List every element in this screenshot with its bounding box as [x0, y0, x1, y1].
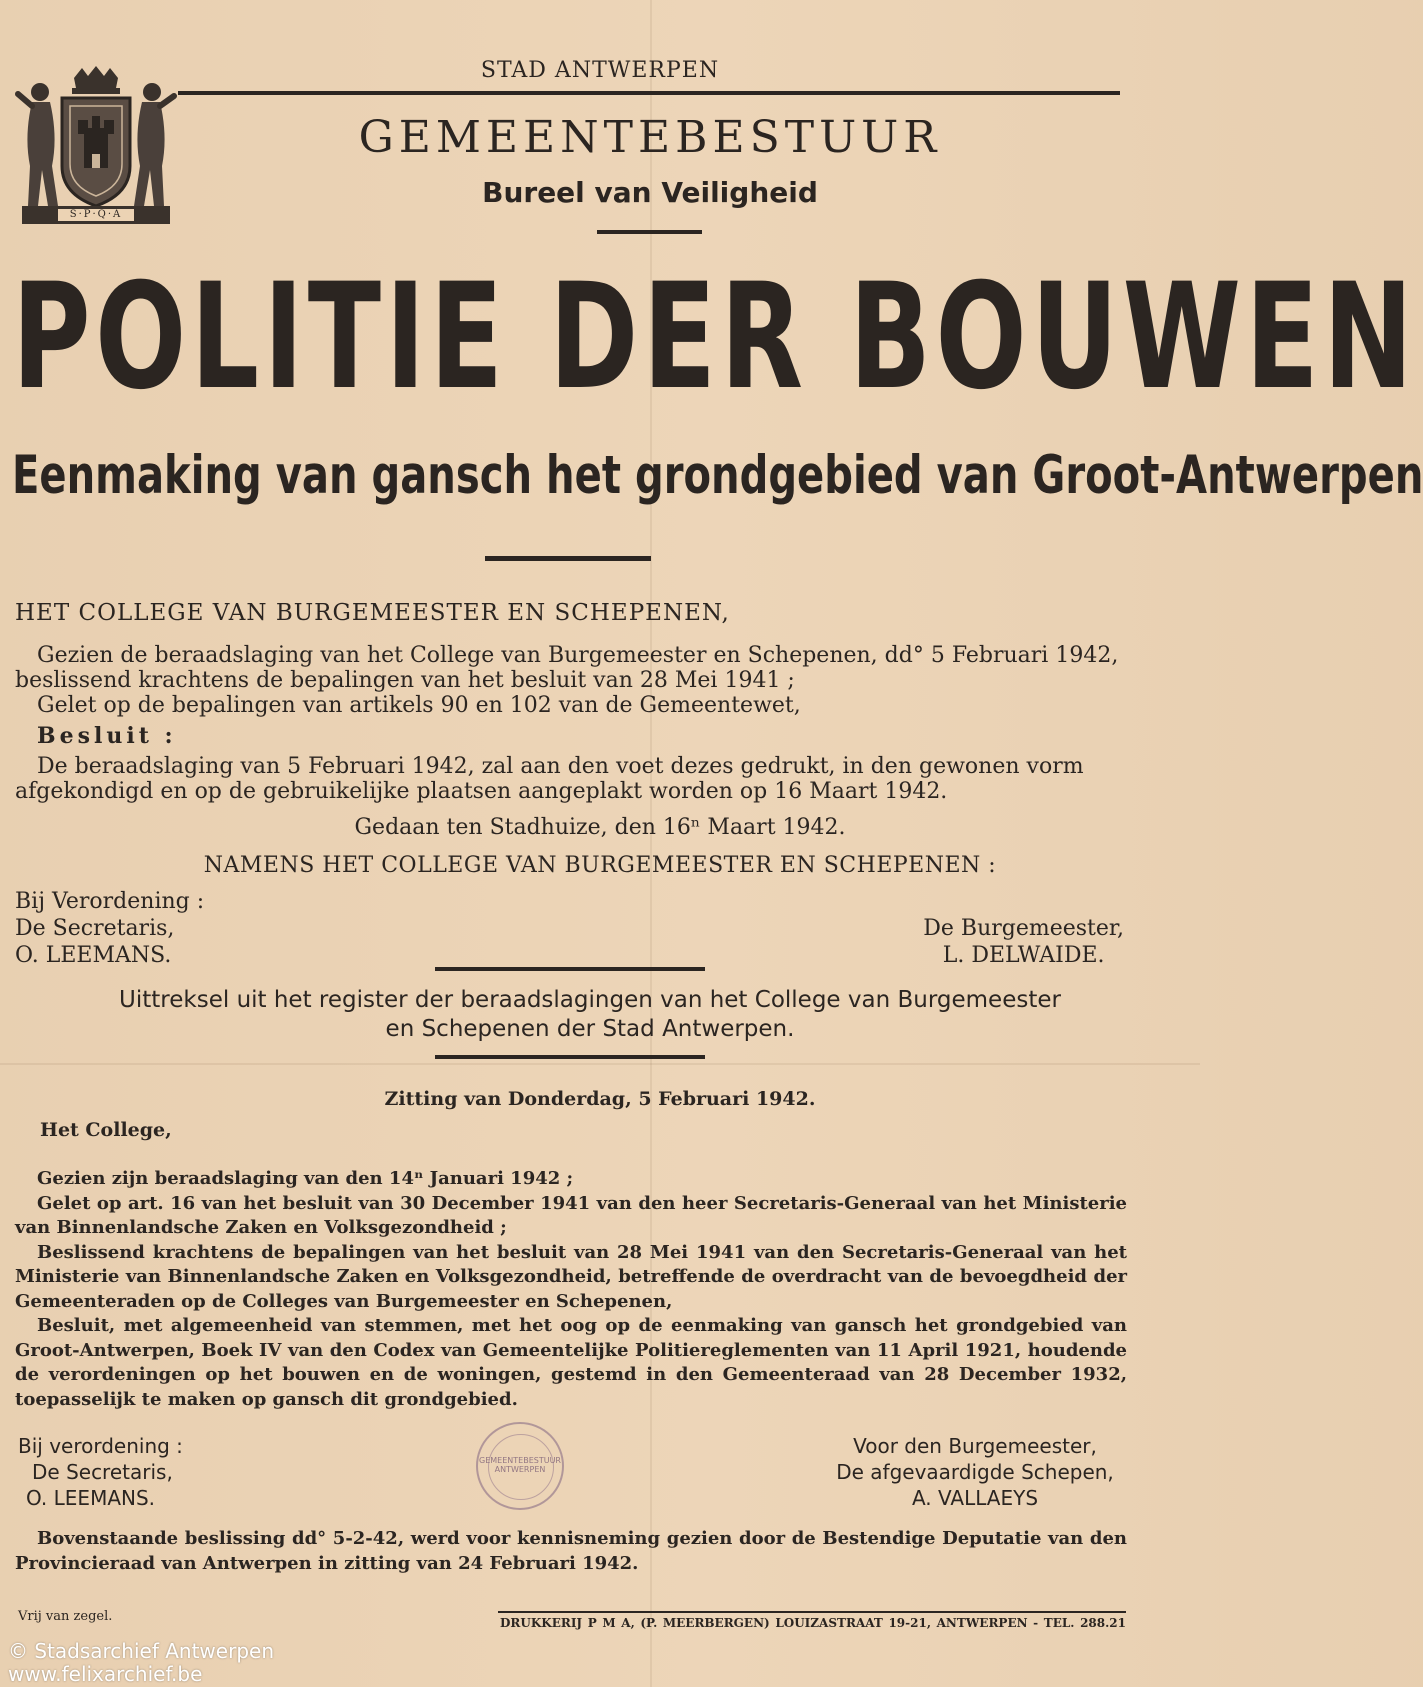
register-extract-heading — [60, 986, 1120, 1044]
paper-fold-horizontal — [0, 1063, 1200, 1065]
college-heading: HET COLLEGE VAN BURGEMEESTER EN SCHEPENEN, — [15, 600, 730, 626]
session-paragraph: Besluit, met algemeenheid van stemmen, met het oog op de eenmaking van gansch het grondgebied van Groot-Antwerpen, Boek IV van den Codex van Gemeentelijke Politiereglementen van 11 April 1921, houdende de verordeningen op het bouwen en de woningen, gestemd in den Gemeenteraad van 28 December 1932, toepasselijk te maken op gansch dit grondgebied. — [15, 1315, 1127, 1410]
signature-line: De Secretaris, — [15, 916, 175, 941]
session-college: Het College, — [40, 1119, 172, 1141]
session-signature-left — [18, 1433, 183, 1511]
session-paragraph: Beslissend krachtens de bepalingen van het besluit van 28 Mei 1941 van den Secretaris-Generaal van het Ministerie van Binnenlandsche Zaken en Volksgezondheid, betreffende de overdracht van de bevoegdheid der Gemeenteraden op de Colleges van Burgemeester en Schepenen, — [15, 1241, 1127, 1312]
decree-line: beslissend krachtens de bepalingen van het besluit van 28 Mei 1941 ; — [15, 668, 795, 693]
signature-line: De Secretaris, — [32, 1460, 173, 1484]
decree-line: afgekondigd en op de gebruikelijke plaatsen aangeplakt worden op 16 Maart 1942. — [15, 779, 948, 804]
signature-line: De afgevaardigde Schepen, — [836, 1460, 1114, 1484]
session-paragraph: Gezien zijn beraadslaging van den 14ⁿ Januari 1942 ; — [37, 1168, 574, 1189]
footer-rule — [498, 1611, 1126, 1613]
government-heading: GEMEENTEBESTUUR — [358, 112, 942, 163]
signature-line: Bij verordening : — [18, 1434, 183, 1458]
approval-text: Bovenstaande beslissing dd° 5-2-42, werd voor kennisneming gezien door de Bestendige Deputatie van den Provincieraad van Antwerpen in zitting van 24 Februari 1942. — [15, 1528, 1127, 1574]
signature-line: Voor den Burgemeester, — [853, 1434, 1097, 1458]
session-paragraph: Gelet op art. 16 van het besluit van 30 December 1941 van den heer Secretaris-Generaal van het Ministerie van Binnenlandsche Zaken en Volksgezondheid ; — [15, 1192, 1127, 1238]
poster-subtitle: Eenmaking van gansch het grondgebied van Groot-Antwerpen — [12, 445, 1423, 506]
stamp-text: GEMEENTEBESTUUR ANTWERPEN — [479, 1456, 561, 1474]
poster-title: POLITIE DER BOUWEN — [12, 252, 1418, 422]
credit-line: © Stadsarchief Antwerpen — [8, 1639, 274, 1663]
printer-imprint: DRUKKERIJ P M A, (P. MEERBERGEN) LOUIZASTRAAT 19-21, ANTWERPEN - TEL. 288.21 — [500, 1616, 1126, 1630]
signature-name: A. VALLAEYS — [911, 1486, 1039, 1510]
divider — [597, 230, 702, 234]
extract-line: Uittreksel uit het register der beraadslagingen van het College van Burgemeester — [119, 987, 1061, 1013]
city-name: STAD ANTWERPEN — [480, 58, 720, 83]
signature-line: De Burgemeester, — [923, 916, 1124, 941]
archive-credit — [8, 1640, 274, 1686]
crest-motto: S·P·Q·A — [69, 209, 123, 220]
extract-line: en Schepenen der Stad Antwerpen. — [385, 1016, 795, 1042]
decree-paragraph — [15, 643, 1125, 718]
signature-name: O. LEEMANS. — [15, 943, 172, 968]
session-body — [15, 1167, 1127, 1412]
header-rule — [178, 91, 1120, 95]
credit-url: www.felixarchief.be — [8, 1662, 203, 1686]
session-title: Zitting van Donderdag, 5 Februari 1942. — [384, 1088, 816, 1110]
signature-name: L. DELWAIDE. — [942, 943, 1105, 968]
on-behalf-heading: NAMENS HET COLLEGE VAN BURGEMEESTER EN SCHEPENEN : — [203, 853, 997, 878]
signature-name: O. LEEMANS. — [26, 1486, 156, 1510]
besluit-label: Besluit : — [37, 723, 177, 749]
approval-note — [15, 1527, 1127, 1576]
done-at-cityhall: Gedaan ten Stadhuize, den 16ⁿ Maart 1942. — [354, 815, 846, 840]
decree-line: Gezien de beraadslaging van het College van Burgemeester en Schepenen, dd° 5 Februari 1942, — [37, 643, 1119, 668]
divider — [435, 1055, 705, 1059]
session-signature-right — [820, 1433, 1130, 1511]
decree-line: De beraadslaging van 5 Februari 1942, zal aan den voet dezes gedrukt, in den gewonen vorm — [37, 754, 1084, 779]
signature-line: Bij Verordening : — [15, 889, 205, 914]
decree-paragraph — [15, 754, 1125, 804]
tax-note: Vrij van zegel. — [18, 1609, 113, 1624]
bureau-name: Bureel van Veiligheid — [482, 176, 818, 209]
signature-left — [15, 888, 204, 969]
divider — [435, 967, 705, 971]
signature-right — [923, 915, 1124, 969]
decree-line: Gelet op de bepalingen van artikels 90 en 102 van de Gemeentewet, — [37, 693, 801, 718]
official-stamp — [476, 1422, 564, 1510]
divider — [485, 556, 651, 561]
